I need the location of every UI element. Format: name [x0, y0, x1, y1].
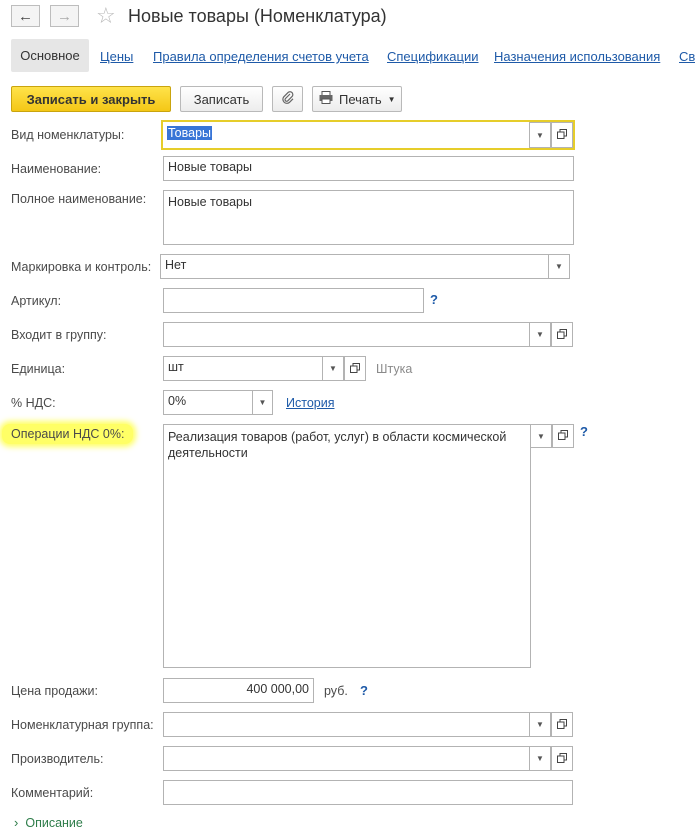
group-open-button[interactable]	[551, 322, 573, 347]
chevron-down-icon: ▼	[258, 398, 267, 407]
unit-open-button[interactable]	[344, 356, 366, 381]
unit-input[interactable]: шт	[163, 356, 323, 381]
manufacturer-open-button[interactable]	[551, 746, 573, 771]
label-vat-operations: Операции НДС 0%:	[2, 424, 133, 444]
open-window-icon	[558, 429, 568, 443]
nom-group-open-button[interactable]	[551, 712, 573, 737]
chevron-down-icon: ▼	[536, 130, 544, 140]
vat-operations-dropdown-button[interactable]	[530, 424, 552, 448]
vat-select[interactable]: 0%	[163, 390, 273, 415]
label-comment: Комментарий:	[11, 786, 94, 800]
arrow-right-icon: →	[57, 7, 72, 25]
price-help-icon[interactable]: ?	[360, 683, 368, 698]
marking-dropdown-button[interactable]	[548, 255, 569, 278]
unit-dropdown-button[interactable]	[322, 356, 344, 381]
article-input[interactable]	[163, 288, 424, 313]
forward-button[interactable]	[50, 5, 79, 27]
vat-dropdown-button[interactable]	[252, 391, 272, 414]
label-name: Наименование:	[11, 162, 102, 176]
page-title: Новые товары (Номенклатура)	[128, 6, 387, 26]
chevron-down-icon: ▼	[536, 720, 544, 729]
print-button[interactable]	[312, 86, 402, 112]
label-vat: % НДС:	[11, 396, 56, 410]
unit-hint: Штука	[376, 362, 413, 376]
vat-operations-help-icon[interactable]: ?	[580, 424, 588, 439]
print-label: Печать	[339, 91, 382, 107]
chevron-down-icon: ▼	[536, 330, 544, 339]
tab-prices[interactable]: Цены	[100, 49, 134, 64]
label-group: Входит в группу:	[11, 328, 107, 342]
description-label: Описание	[25, 815, 83, 830]
tab-account-rules[interactable]: Правила определения счетов учета	[153, 49, 369, 64]
chevron-down-icon: ▼	[537, 431, 545, 441]
nom-group-input[interactable]	[163, 712, 552, 737]
printer-icon	[319, 91, 333, 107]
label-vid: Вид номенклатуры:	[11, 128, 125, 142]
label-marking: Маркировка и контроль:	[11, 260, 152, 274]
vid-value: Товары	[168, 126, 211, 140]
chevron-down-icon: ▼	[387, 94, 396, 104]
label-unit: Единица:	[11, 362, 66, 376]
vid-open-button[interactable]	[551, 122, 573, 148]
group-dropdown-button[interactable]	[529, 322, 551, 347]
chevron-down-icon: ▼	[536, 754, 544, 763]
back-button[interactable]	[11, 5, 40, 27]
save-button[interactable]: Записать	[180, 86, 263, 112]
comment-input[interactable]	[163, 780, 573, 805]
vat-operations-open-button[interactable]	[552, 424, 574, 448]
group-input[interactable]	[163, 322, 552, 347]
description-section-toggle[interactable]	[14, 815, 83, 830]
marking-select[interactable]: Нет	[160, 254, 570, 279]
name-input[interactable]: Новые товары	[163, 156, 574, 181]
vat-operations-field[interactable]: Реализация товаров (работ, услуг) в области космической деятельности	[163, 424, 531, 668]
price-currency: руб.	[324, 684, 348, 698]
chevron-down-icon: ▼	[555, 262, 563, 271]
attach-button[interactable]	[272, 86, 303, 112]
manufacturer-dropdown-button[interactable]	[529, 746, 551, 771]
label-full-name: Полное наименование:	[11, 192, 147, 206]
nom-group-dropdown-button[interactable]	[529, 712, 551, 737]
label-nom-group: Номенклатурная группа:	[11, 718, 154, 732]
chevron-right-icon: ›	[14, 815, 19, 830]
open-window-icon	[557, 128, 567, 142]
vid-field[interactable]	[161, 120, 575, 150]
label-article: Артикул:	[11, 294, 62, 308]
tab-properties[interactable]: Св	[679, 49, 695, 64]
chevron-down-icon: ▼	[329, 364, 337, 373]
paperclip-icon	[281, 91, 295, 108]
article-help-icon[interactable]: ?	[430, 292, 438, 307]
price-input[interactable]: 400 000,00	[163, 678, 314, 703]
vat-history-link[interactable]: История	[286, 396, 335, 410]
open-window-icon	[557, 328, 567, 342]
star-icon[interactable]: ☆	[96, 3, 116, 28]
arrow-left-icon: ←	[18, 7, 33, 25]
open-window-icon	[557, 718, 567, 732]
full-name-textarea[interactable]: Новые товары	[163, 190, 574, 245]
tab-main[interactable]: Основное	[11, 39, 89, 72]
label-manufacturer: Производитель:	[11, 752, 104, 766]
open-window-icon	[350, 362, 360, 376]
vid-dropdown-button[interactable]	[529, 122, 551, 148]
manufacturer-input[interactable]	[163, 746, 552, 771]
save-and-close-button[interactable]: Записать и закрыть	[11, 86, 171, 112]
tab-usage[interactable]: Назначения использования	[494, 49, 661, 64]
open-window-icon	[557, 752, 567, 766]
tab-specifications[interactable]: Спецификации	[387, 49, 479, 64]
label-price: Цена продажи:	[11, 684, 98, 698]
